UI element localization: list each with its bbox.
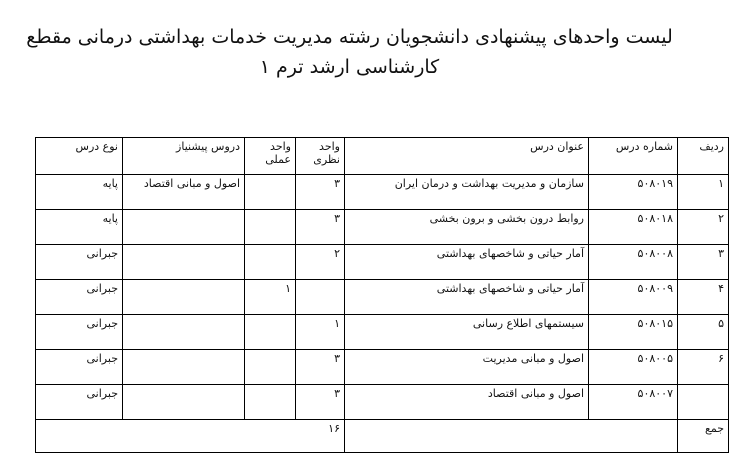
cell-prerequisites [123, 385, 245, 420]
table-row [36, 245, 729, 280]
total-value: ۱۶ [36, 420, 345, 453]
cell-theory-units [296, 280, 345, 315]
cell-prerequisites [123, 210, 245, 245]
cell-prerequisites [123, 315, 245, 350]
cell-practical-units [245, 175, 296, 210]
page-title: لیست واحدهای پیشنهادی دانشجویان رشته مدیریت خدمات بهداشتی درمانی مقطع [26, 26, 673, 48]
course-table [35, 137, 729, 453]
table-row [36, 210, 729, 245]
cell-theory-units: ۳ [296, 385, 345, 420]
cell-course-type: جبرانی [36, 245, 123, 280]
cell-course-type: جبرانی [36, 385, 123, 420]
cell-course-title: اصول و مبانی مدیریت [345, 350, 589, 385]
cell-theory-units: ۳ [296, 175, 345, 210]
cell-theory-units: ۲ [296, 245, 345, 280]
cell-radif: ۳ [678, 245, 729, 280]
cell-radif: ۴ [678, 280, 729, 315]
cell-course-number: ۵۰۸۰۰۹ [589, 280, 678, 315]
table-row [36, 315, 729, 350]
total-label: جمع [678, 420, 729, 453]
table-row [36, 385, 729, 420]
cell-course-title: آمار حیاتی و شاخصهای بهداشتی [345, 245, 589, 280]
cell-theory-units: ۳ [296, 350, 345, 385]
cell-practical-units [245, 385, 296, 420]
table-header-row [36, 138, 729, 175]
header-practical-units: واحد عملی [245, 138, 296, 175]
cell-course-number: ۵۰۸۰۰۷ [589, 385, 678, 420]
cell-course-type: جبرانی [36, 280, 123, 315]
cell-practical-units [245, 315, 296, 350]
page-subtitle: کارشناسی ارشد ترم ۱ [259, 56, 440, 78]
cell-course-type: جبرانی [36, 350, 123, 385]
table-row [36, 280, 729, 315]
cell-theory-units: ۱ [296, 315, 345, 350]
total-spacer [345, 420, 678, 453]
header-radif: ردیف [678, 138, 729, 175]
header-course-number: شماره درس [589, 138, 678, 175]
cell-course-number: ۵۰۸۰۱۵ [589, 315, 678, 350]
cell-prerequisites [123, 350, 245, 385]
cell-course-title: سیستمهای اطلاع رسانی [345, 315, 589, 350]
cell-course-title: روابط درون بخشی و برون بخشی [345, 210, 589, 245]
cell-prerequisites [123, 245, 245, 280]
cell-course-type: پایه [36, 175, 123, 210]
cell-course-title: سازمان و مدیریت بهداشت و درمان ایران [345, 175, 589, 210]
header-course-type: نوع درس [36, 138, 123, 175]
cell-radif: ۱ [678, 175, 729, 210]
cell-prerequisites [123, 280, 245, 315]
cell-course-number: ۵۰۸۰۰۵ [589, 350, 678, 385]
cell-course-title: آمار حیاتی و شاخصهای بهداشتی [345, 280, 589, 315]
cell-course-type: جبرانی [36, 315, 123, 350]
cell-course-number: ۵۰۸۰۱۹ [589, 175, 678, 210]
cell-course-type: پایه [36, 210, 123, 245]
cell-theory-units: ۳ [296, 210, 345, 245]
header-course-title: عنوان درس [345, 138, 589, 175]
cell-practical-units [245, 350, 296, 385]
cell-radif [678, 385, 729, 420]
cell-practical-units [245, 210, 296, 245]
cell-radif: ۲ [678, 210, 729, 245]
cell-course-title: اصول و مبانی اقتصاد [345, 385, 589, 420]
cell-radif: ۶ [678, 350, 729, 385]
cell-radif: ۵ [678, 315, 729, 350]
table-row [36, 350, 729, 385]
table-row [36, 175, 729, 210]
cell-practical-units [245, 245, 296, 280]
header-prerequisites: دروس پیشنیاز [123, 138, 245, 175]
cell-course-number: ۵۰۸۰۱۸ [589, 210, 678, 245]
cell-prerequisites: اصول و مبانی اقتصاد [123, 175, 245, 210]
cell-course-number: ۵۰۸۰۰۸ [589, 245, 678, 280]
header-theory-units: واحد نظری [296, 138, 345, 175]
total-row [36, 420, 729, 453]
cell-practical-units: ۱ [245, 280, 296, 315]
